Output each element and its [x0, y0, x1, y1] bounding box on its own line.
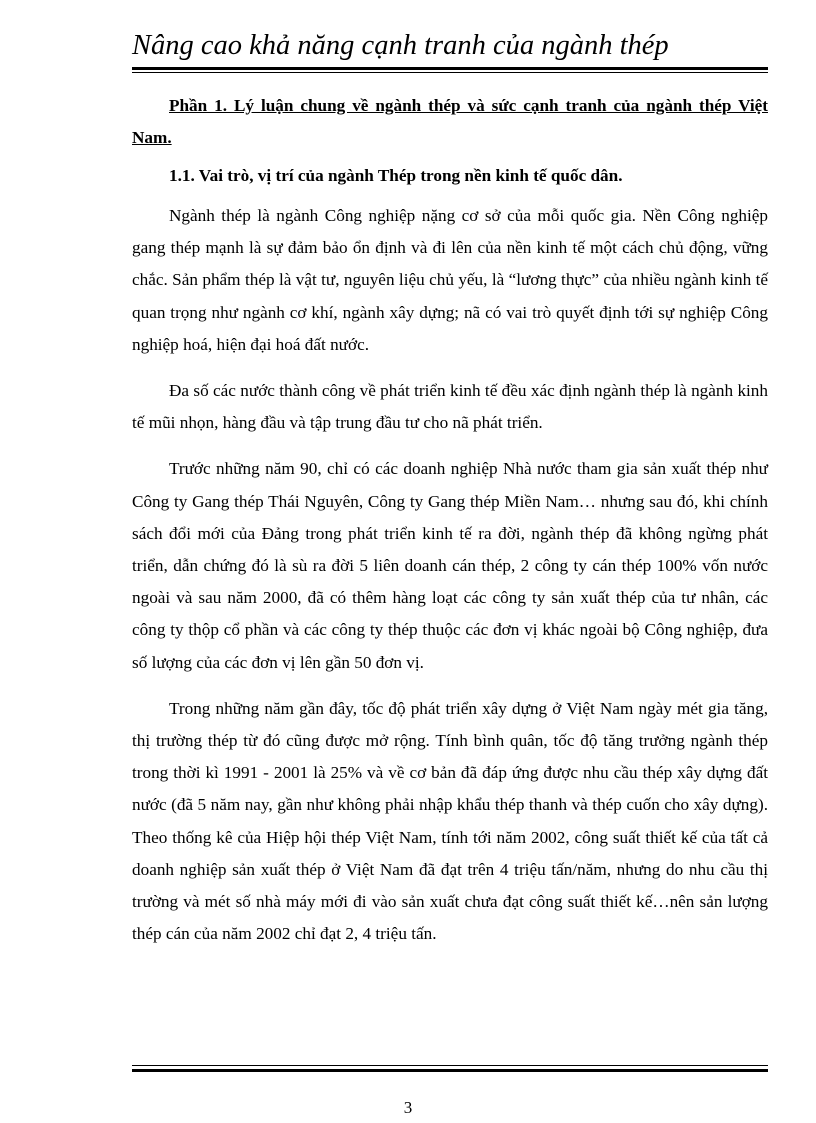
header-rule-thin — [132, 72, 768, 73]
subsection-title: 1.1. Vai trò, vị trí của ngành Thép trong nền kinh tế quốc dân. — [169, 166, 623, 185]
paragraph-3: Trước những năm 90, chỉ có các doanh nghiệp Nhà nước tham gia sản xuất thép như Công ty Gang thép Thái Nguyên, Công ty Gang thép Miền Nam… nhưng sau đó, khi chính sách đổi mới của Đảng trong phát triển kinh tế ra đời, ngành thép đã không ngừng phát triển, dẫn chứng đó là sù ra đời 5 liên doanh cán thép, 2 công ty cán thép 100% vốn nước ngoài và sau năm 2000, đã có thêm hàng loạt các công ty sản xuất thép của tư nhân, các công ty thộp cổ phần và các công ty thép thuộc các đơn vị khác ngoài bộ Công nghiệp, đưa số lượng của các đơn vị lên gần 50 đơn vị. — [132, 459, 768, 672]
footer-rule-thick — [132, 1069, 768, 1072]
paragraph-1: Ngành thép là ngành Công nghiệp nặng cơ sở của mỗi quốc gia. Nền Công nghiệp gang thép mạnh là sự đảm bảo ổn định và đi lên của nền kinh tế một cách chủ động, vững chắc. Sản phẩm thép là vật tư, nguyên liệu chủ yếu, là “lương thực” của nhiều ngành kinh tế quan trọng như ngành cơ khí, ngành xây dựng; nã có vai trò quyết định tới sự nghiệp Công nghiệp hoá, hiện đại hoá đất nước. — [132, 206, 768, 354]
header-title: Nâng cao khả năng cạnh tranh của ngành thép — [132, 30, 669, 61]
footer-rule-thin — [132, 1065, 768, 1066]
page-body — [132, 90, 768, 950]
section-title: Phần 1. Lý luận chung về ngành thép và sức cạnh tranh của ngành thép Việt Nam. — [132, 96, 768, 147]
page-number: 3 — [403, 1098, 413, 1117]
paragraph-2: Đa số các nước thành công về phát triển kinh tế đều xác định ngành thép là ngành kinh tế mũi nhọn, hàng đầu và tập trung đầu tư cho nã phát triển. — [132, 381, 768, 433]
header-rule-thick — [132, 67, 768, 70]
paragraph-4: Trong những năm gần đây, tốc độ phát triển xây dựng ở Việt Nam ngày mét gia tăng, thị trường thép từ đó cũng được mở rộng. Tính bình quân, tốc độ tăng trưởng ngành thép trong thời kì 1991 - 2001 là 25% và về cơ bản đã đáp ứng được nhu cầu thép xây dựng đất nước (đã 5 năm nay, gần như không phải nhập khẩu thép thanh và thép cuốn cho xây dựng). Theo thống kê của Hiệp hội thép Việt Nam, tính tới năm 2002, công suất thiết kế của tất cả doanh nghiệp sản xuất thép ở Việt Nam đã đạt trên 4 triệu tấn/năm, nhưng do nhu cầu thị trường và mét số nhà máy mới đi vào sản xuất chưa đạt công suất thiết kế…nên sản lượng thép cán của năm 2002 chỉ đạt 2, 4 triệu tấn. — [132, 698, 768, 944]
